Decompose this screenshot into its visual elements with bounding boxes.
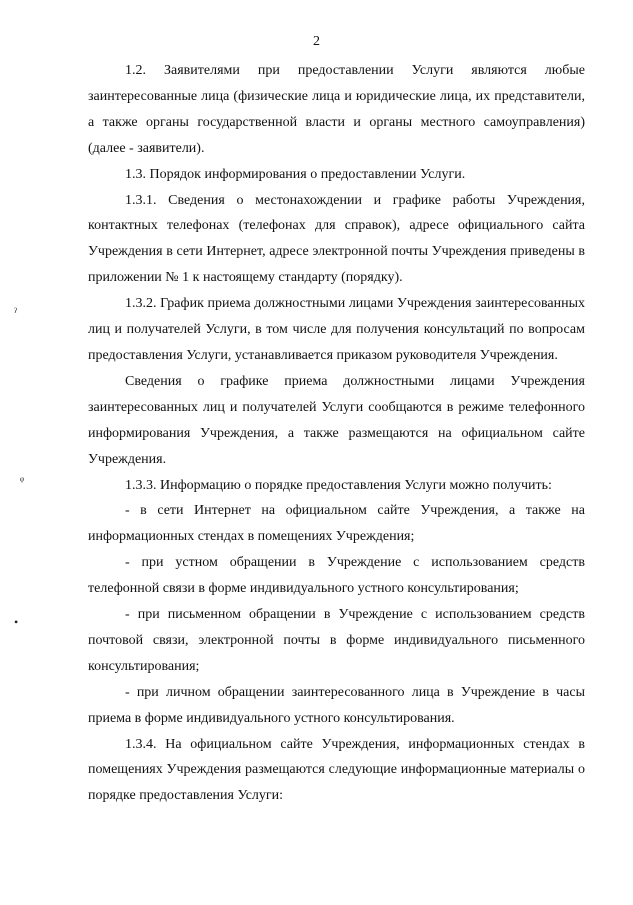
list-item-personal-visit: - при личном обращении заинтересованного лица в Учреждение в часы приема в форме индивидуального устного консультирования. bbox=[88, 684, 585, 726]
document-body bbox=[88, 58, 585, 809]
scan-mark-icon: ᵩ bbox=[20, 469, 25, 483]
paragraph-1-3: 1.3. Порядок информирования о предоставлении Услуги. bbox=[125, 166, 466, 182]
list-item-oral-request: - при устном обращении в Учреждение с использованием средств телефонной связи в форме индивидуального устного консультирования; bbox=[88, 555, 585, 597]
list-item-written-request: - при письменном обращении в Учреждение с использованием средств почтовой связи, электронной почты в форме индивидуального письменного консультирования; bbox=[88, 607, 585, 674]
scan-mark-icon: ˀ bbox=[14, 305, 17, 319]
paragraph-1-3-4: 1.3.4. На официальном сайте Учреждения, информационных стендах в помещениях Учреждения размещаются следующие информационные материалы о порядке предоставления Услуги: bbox=[88, 736, 585, 804]
paragraph-1-3-2: 1.3.2. График приема должностными лицами Учреждения заинтересованных лиц и получателей Услуги, в том числе для получения консультаций по вопросам предоставления Услуги, устанавливается приказом руководителя Учреждения. bbox=[88, 296, 585, 363]
page-number: 2 bbox=[313, 34, 320, 49]
scan-mark-icon: • bbox=[14, 615, 19, 629]
paragraph-1-3-1: 1.3.1. Сведения о местонахождении и графике работы Учреждения, контактных телефонах (телефонах для справок), адресе официального сайта Учреждения в сети Интернет, адресе электронной почты Учреждения приведены в приложении № 1 к настоящему стандарту (порядку). bbox=[88, 192, 585, 286]
paragraph-1-2: 1.2. Заявителями при предоставлении Услуги являются любые заинтересованные лица (физические лица и юридические лица, их представители, а также органы государственной власти и органы местного самоуправления) (далее - заявители). bbox=[88, 63, 585, 156]
paragraph-schedule-info: Сведения о графике приема должностными лицами Учреждения заинтересованных лиц и получателей Услуги сообщаются в режиме телефонного информирования Учреждения, а также размещаются на официальном сайте Учреждения. bbox=[88, 373, 585, 467]
paragraph-1-3-3: 1.3.3. Информацию о порядке предоставления Услуги можно получить: bbox=[125, 477, 552, 493]
list-item-internet: - в сети Интернет на официальном сайте Учреждения, а также на информационных стендах в помещениях Учреждения; bbox=[88, 503, 585, 545]
